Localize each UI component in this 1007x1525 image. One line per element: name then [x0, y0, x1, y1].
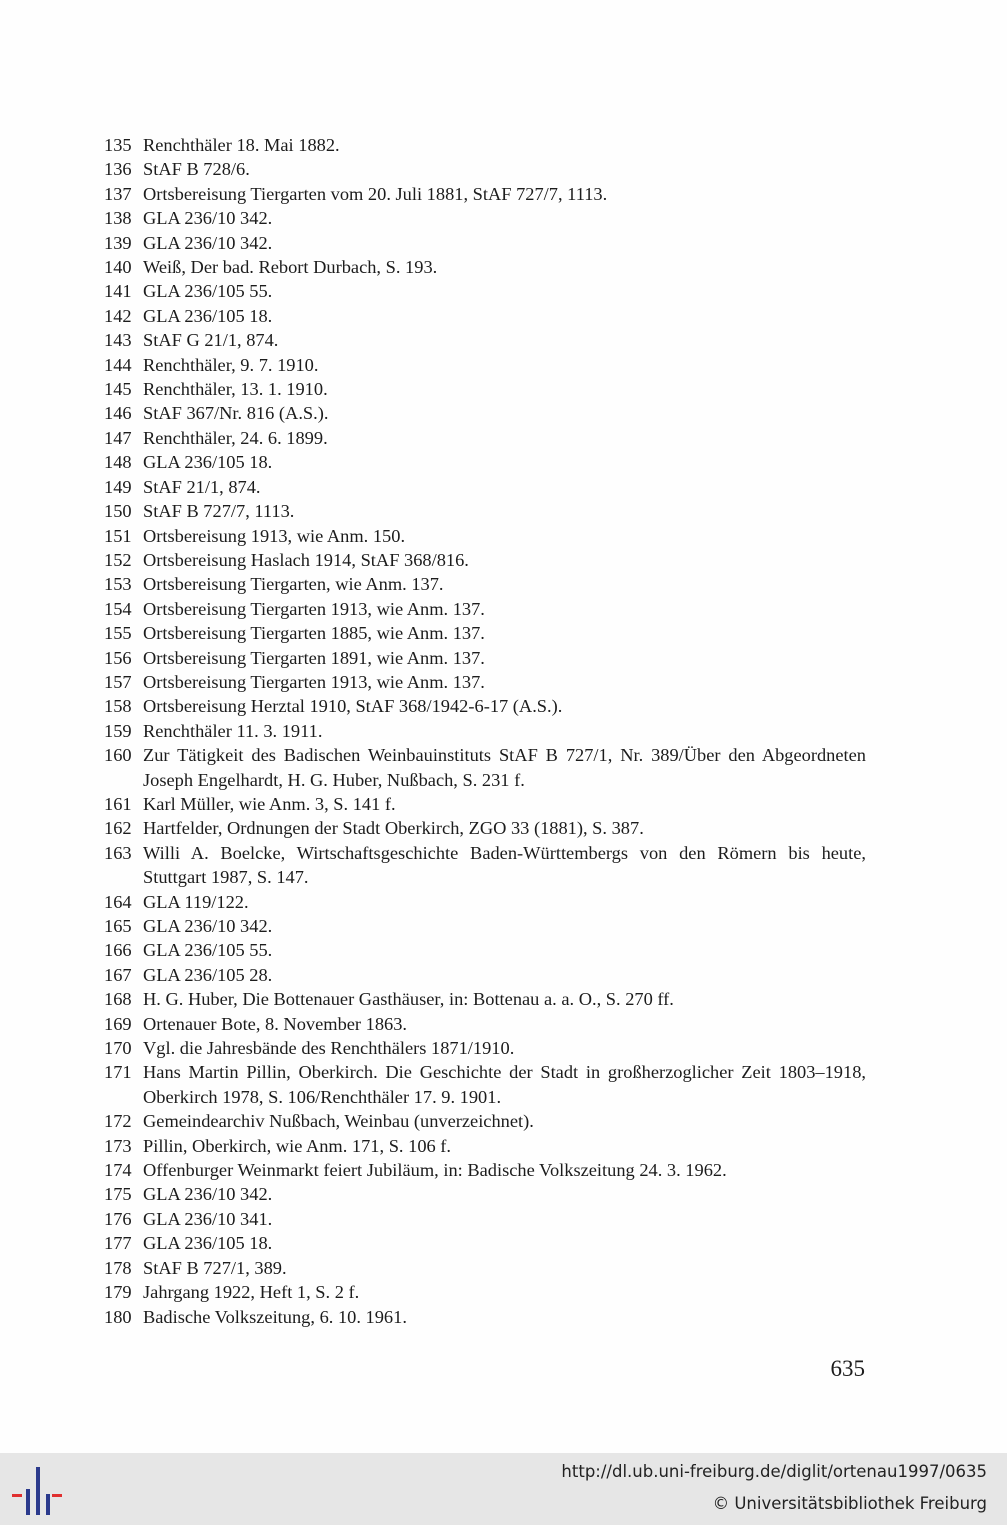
endnote-item: [104, 206, 866, 230]
endnote-item: [104, 719, 866, 743]
endnote-number: 171: [104, 1062, 132, 1083]
endnote-item: [104, 1109, 866, 1133]
endnote-text: Zur Tätigkeit des Badischen Weinbauinstituts StAF B 727/1, Nr. 389/Über den Abgeordneten Joseph Engelhardt, H. G. Huber, Nußbach, S. 231 f.: [143, 745, 866, 790]
endnote-number: 163: [104, 842, 132, 863]
endnote-item: [104, 1182, 866, 1206]
endnote-number: 162: [104, 818, 132, 839]
endnote-number: 145: [104, 379, 132, 400]
endnote-number: 174: [104, 1160, 132, 1181]
endnote-number: 155: [104, 623, 132, 644]
endnote-item: [104, 255, 866, 279]
endnote-number: 138: [104, 208, 132, 229]
endnote-text: Vgl. die Jahresbände des Renchthälers 1871/1910.: [143, 1038, 515, 1059]
endnote-number: 169: [104, 1013, 132, 1034]
endnote-text: Ortsbereisung Tiergarten 1913, wie Anm. 137.: [143, 598, 485, 619]
endnote-number: 143: [104, 330, 132, 351]
endnote-item: [104, 524, 866, 548]
endnote-text: GLA 236/105 18.: [143, 1233, 273, 1254]
endnote-item: [104, 816, 866, 840]
endnote-number: 180: [104, 1306, 132, 1327]
endnote-item: [104, 475, 866, 499]
endnote-text: GLA 236/105 55.: [143, 940, 273, 961]
endnote-item: [104, 133, 866, 157]
endnote-number: 176: [104, 1208, 132, 1229]
endnote-item: [104, 1060, 866, 1109]
endnote-text: Ortsbereisung Tiergarten 1891, wie Anm. 137.: [143, 647, 485, 668]
endnote-text: Renchthäler, 9. 7. 1910.: [143, 354, 319, 375]
endnote-text: Ortsbereisung Tiergarten vom 20. Juli 1881, StAF 727/7, 1113.: [143, 183, 608, 204]
endnote-item: [104, 328, 866, 352]
endnote-item: [104, 304, 866, 328]
page-number: 635: [830, 1356, 865, 1381]
logo-bar-short: [26, 1489, 30, 1515]
endnote-number: 173: [104, 1135, 132, 1156]
endnote-text: Renchthäler, 13. 1. 1910.: [143, 379, 328, 400]
endnote-item: [104, 1256, 866, 1280]
endnote-item: [104, 1305, 866, 1329]
endnote-text: Hartfelder, Ordnungen der Stadt Oberkirch, ZGO 33 (1881), S. 387.: [143, 818, 644, 839]
endnote-text: Weiß, Der bad. Rebort Durbach, S. 193.: [143, 257, 438, 278]
endnote-text: Offenburger Weinmarkt feiert Jubiläum, in: Badische Volkszeitung 24. 3. 1962.: [143, 1160, 727, 1181]
endnote-text: GLA 236/10 342.: [143, 208, 273, 229]
endnote-number: 148: [104, 452, 132, 473]
endnote-text: Willi A. Boelcke, Wirtschaftsgeschichte Baden-Württembergs von den Römern bis heute, Stuttgart 1987, S. 147.: [143, 842, 866, 888]
endnotes-list: [104, 133, 866, 1329]
endnote-text: Jahrgang 1922, Heft 1, S. 2 f.: [143, 1282, 360, 1303]
endnote-item: [104, 377, 866, 401]
logo-red-dash-right: [52, 1494, 62, 1497]
endnote-item: [104, 1134, 866, 1158]
endnote-number: 144: [104, 354, 132, 375]
endnote-text: Ortsbereisung Tiergarten, wie Anm. 137.: [143, 574, 444, 595]
logo-red-dash-left: [12, 1494, 22, 1497]
endnote-item: [104, 914, 866, 938]
endnote-text: Hans Martin Pillin, Oberkirch. Die Geschichte der Stadt in großherzoglicher Zeit 1803–1918, Oberkirch 1978, S. 106/Renchthäler 17. 9. 1901.: [143, 1062, 866, 1107]
endnote-number: 158: [104, 696, 132, 717]
ub-freiburg-logo-icon: [12, 1463, 64, 1519]
copyright-text: © Universitätsbibliothek Freiburg: [712, 1494, 987, 1513]
endnote-item: [104, 938, 866, 962]
endnote-number: 160: [104, 745, 132, 766]
endnote-item: [104, 1231, 866, 1255]
endnote-number: 147: [104, 427, 132, 448]
endnote-text: StAF B 728/6.: [143, 159, 250, 180]
endnote-text: Ortsbereisung Herztal 1910, StAF 368/1942-6-17 (A.S.).: [143, 696, 563, 717]
endnote-number: 151: [104, 525, 132, 546]
endnote-text: StAF 367/Nr. 816 (A.S.).: [143, 403, 329, 424]
endnote-item: [104, 231, 866, 255]
source-url-link[interactable]: http://dl.ub.uni-freiburg.de/diglit/ortenau1997/0635: [561, 1462, 987, 1481]
endnote-number: 146: [104, 403, 132, 424]
endnote-text: GLA 236/10 342.: [143, 916, 273, 936]
endnote-text: GLA 236/10 342.: [143, 232, 273, 253]
endnote-number: 153: [104, 574, 132, 595]
endnote-number: 167: [104, 964, 132, 985]
endnote-text: Ortsbereisung 1913, wie Anm. 150.: [143, 525, 406, 546]
endnote-number: 141: [104, 281, 132, 302]
endnote-item: [104, 963, 866, 987]
endnote-text: StAF B 727/7, 1113.: [143, 501, 295, 522]
endnote-item: [104, 1280, 866, 1304]
endnote-item: [104, 450, 866, 474]
endnote-number: 139: [104, 232, 132, 253]
endnote-text: GLA 236/105 55.: [143, 281, 273, 302]
endnote-number: 135: [104, 135, 132, 155]
endnote-item: [104, 401, 866, 425]
endnote-text: StAF G 21/1, 874.: [143, 330, 279, 351]
endnote-text: GLA 119/122.: [143, 891, 249, 912]
endnote-text: Ortsbereisung Haslach 1914, StAF 368/816.: [143, 549, 469, 570]
endnote-item: [104, 792, 866, 816]
endnote-item: [104, 353, 866, 377]
endnote-text: StAF 21/1, 874.: [143, 476, 261, 497]
endnote-number: 170: [104, 1038, 132, 1059]
endnote-text: Renchthäler 18. Mai 1882.: [143, 135, 340, 155]
endnote-text: GLA 236/105 18.: [143, 305, 273, 326]
endnote-text: GLA 236/10 342.: [143, 1184, 273, 1205]
endnote-number: 168: [104, 989, 132, 1010]
endnote-item: [104, 670, 866, 694]
endnote-item: [104, 1012, 866, 1036]
endnote-item: [104, 157, 866, 181]
endnote-number: 172: [104, 1111, 132, 1132]
endnote-number: 179: [104, 1282, 132, 1303]
endnote-number: 150: [104, 501, 132, 522]
endnote-number: 165: [104, 916, 132, 936]
endnote-item: [104, 621, 866, 645]
endnote-text: Ortsbereisung Tiergarten 1913, wie Anm. 137.: [143, 671, 485, 692]
endnote-text: H. G. Huber, Die Bottenauer Gasthäuser, in: Bottenau a. a. O., S. 270 ff.: [143, 989, 674, 1010]
endnote-item: [104, 646, 866, 670]
endnote-item: [104, 1158, 866, 1182]
endnote-text: GLA 236/105 18.: [143, 452, 273, 473]
endnote-item: [104, 499, 866, 523]
endnote-text: Pillin, Oberkirch, wie Anm. 171, S. 106 f.: [143, 1135, 452, 1156]
endnote-item: [104, 426, 866, 450]
endnote-text: Renchthäler, 24. 6. 1899.: [143, 427, 328, 448]
endnote-number: 137: [104, 183, 132, 204]
endnote-item: [104, 841, 866, 890]
logo-bar-mid: [46, 1494, 50, 1515]
endnote-text: Badische Volkszeitung, 6. 10. 1961.: [143, 1306, 407, 1327]
endnote-number: 164: [104, 891, 132, 912]
endnote-item: [104, 1036, 866, 1060]
endnote-number: 154: [104, 598, 132, 619]
endnote-text: StAF B 727/1, 389.: [143, 1257, 287, 1278]
endnote-text: Gemeindearchiv Nußbach, Weinbau (unverzeichnet).: [143, 1111, 534, 1132]
endnote-item: [104, 548, 866, 572]
endnote-number: 140: [104, 257, 132, 278]
endnote-number: 149: [104, 476, 132, 497]
endnote-item: [104, 182, 866, 206]
endnote-item: [104, 572, 866, 596]
endnote-text: Renchthäler 11. 3. 1911.: [143, 720, 323, 741]
endnote-number: 152: [104, 549, 132, 570]
endnote-item: [104, 743, 866, 792]
endnote-text: GLA 236/10 341.: [143, 1208, 273, 1229]
endnote-number: 166: [104, 940, 132, 961]
endnote-number: 142: [104, 305, 132, 326]
endnote-number: 156: [104, 647, 132, 668]
endnote-item: [104, 279, 866, 303]
endnote-text: Ortenauer Bote, 8. November 1863.: [143, 1013, 408, 1034]
endnote-item: [104, 694, 866, 718]
endnote-text: GLA 236/105 28.: [143, 964, 273, 985]
endnote-text: Karl Müller, wie Anm. 3, S. 141 f.: [143, 793, 396, 814]
logo-bar-tall: [36, 1467, 40, 1515]
endnote-number: 157: [104, 671, 132, 692]
endnote-number: 159: [104, 720, 132, 741]
endnote-item: [104, 1207, 866, 1231]
endnote-number: 175: [104, 1184, 132, 1205]
endnote-item: [104, 597, 866, 621]
endnote-item: [104, 987, 866, 1011]
endnote-number: 136: [104, 159, 132, 180]
endnote-text: Ortsbereisung Tiergarten 1885, wie Anm. 137.: [143, 623, 485, 644]
endnote-item: [104, 890, 866, 914]
endnote-number: 161: [104, 793, 132, 814]
endnote-number: 178: [104, 1257, 132, 1278]
endnote-number: 177: [104, 1233, 132, 1254]
